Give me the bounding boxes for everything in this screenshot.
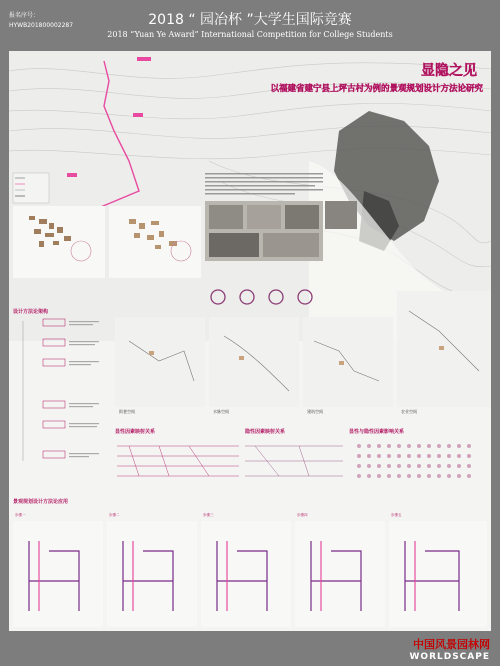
explicit-implicit-dots (357, 444, 471, 478)
panel-label-building: 建筑空间 (307, 409, 323, 414)
section-explicit: 显性因素映射关系 (115, 429, 156, 435)
step-2-label: 步骤二 (109, 513, 120, 517)
panel-label-farm: 农业空间 (401, 409, 417, 414)
section-implicit: 隐性因素映射关系 (245, 429, 286, 435)
logo-en: WORLDSCAPE (409, 652, 490, 662)
explicit-mapping-diagram (117, 446, 239, 476)
panel-label-water: 水脉空间 (213, 409, 229, 414)
competition-title-en: 2018 “Yuan Ye Award” International Competition for College Students (107, 30, 393, 39)
worldscape-logo (409, 636, 490, 662)
step-1-label: 步骤一 (15, 513, 26, 517)
application-diagrams (13, 521, 487, 627)
project-subtitle: 以福建省建宁县上坪古村为例的景观规划设计方法论研究 (270, 84, 483, 94)
application-steps (15, 512, 402, 517)
section-method-framework: 设计方法论架构 (13, 309, 49, 315)
route-marker-2 (133, 113, 143, 117)
poster-graphics (9, 51, 491, 631)
poster-board (9, 51, 491, 631)
header-bar (0, 0, 500, 50)
panel-label-street: 街巷空间 (119, 409, 135, 414)
implicit-mapping-diagram (245, 446, 343, 476)
section-explicit-implicit: 显性与隐性因素影响关系 (349, 429, 405, 435)
project-title-big: 显隐之见 (421, 63, 477, 79)
route-marker-1 (137, 57, 151, 61)
route-marker-3 (67, 173, 77, 177)
step-5-label: 步骤五 (391, 513, 402, 517)
step-4-label: 步骤四 (297, 513, 308, 517)
registration-number: HYWB201800002287 (9, 22, 74, 29)
competition-title-cn: 2018 “ 园冶杯 ”大学生国际竞赛 (148, 12, 352, 28)
map-legend (13, 173, 49, 203)
section-application: 景观规划设计方法论应用 (13, 499, 69, 505)
footer-bar (0, 632, 500, 666)
step-3-label: 步骤三 (203, 513, 214, 517)
logo-cn: 中国风景园林网 (413, 638, 490, 651)
registration-label: 报名序号： (9, 12, 40, 19)
